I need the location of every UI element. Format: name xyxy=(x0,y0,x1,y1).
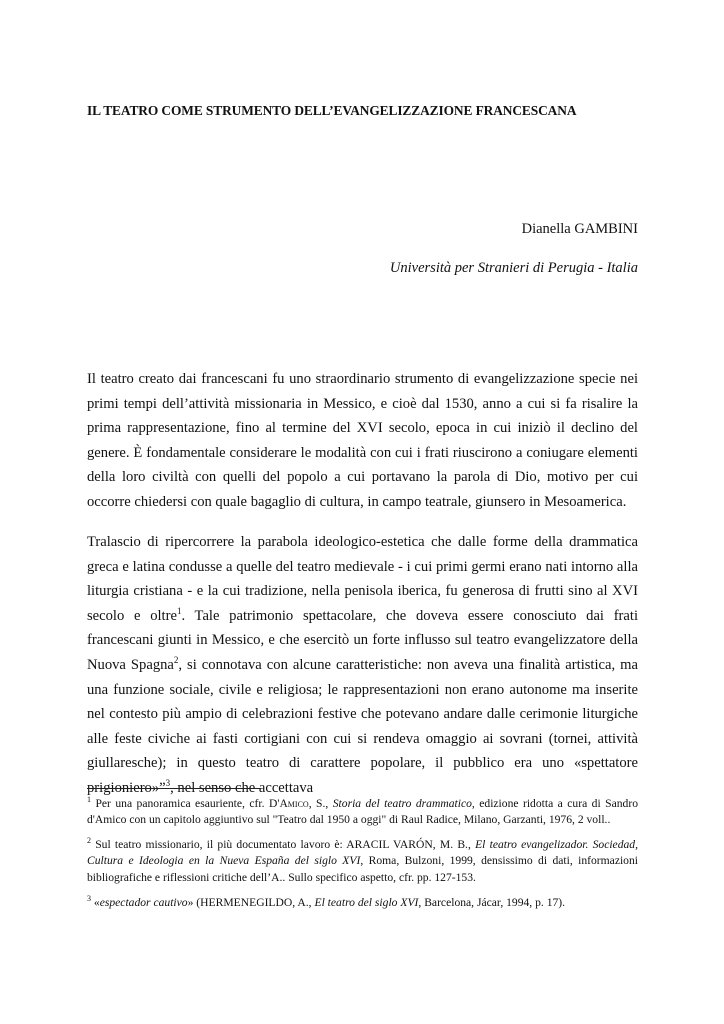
footnote-2-text-b: , Roma, Bulzoni, 1999, densissimo di dati, informazioni bibliografiche e riflessioni critiche dell’A.. Sullo specifico aspetto, cfr. pp. 127-153. xyxy=(87,854,638,884)
footnote-3-number: 3 xyxy=(87,894,91,904)
paragraph-2-text-b: . Tale patrimonio spettacolare, che doveva essere conosciuto dai frati francescani giunti in Messico, e che esercitò un forte influsso sul teatro evangelizzatore della Nuova Spagna xyxy=(87,607,638,673)
footnote-ref-1: 1 xyxy=(176,605,182,616)
footnote-1-text-c: , edizione ridotta a cura di Sandro d'Amico con un capitolo aggiuntivo sul "Teatro dal 1950 a oggi" di Raul Radice, Milano, Garzanti, 1976, 2 voll.. xyxy=(87,797,638,827)
footnote-ref-3: 3 xyxy=(165,778,171,789)
footnote-separator xyxy=(87,788,261,789)
footnote-1-text-b: , S., xyxy=(308,797,333,810)
body-paragraph-2 xyxy=(87,530,638,801)
footnote-3 xyxy=(87,895,638,911)
footnote-2 xyxy=(87,837,638,886)
footnote-3-italic-2: El teatro del siglo XVI xyxy=(314,896,419,909)
author-name: Dianella GAMBINI xyxy=(521,221,638,237)
footnote-1-smallcaps: Amico xyxy=(279,797,309,810)
paragraph-2-text-c: , si connotava con alcune caratteristiche: non aveva una finalità artistica, ma una funzione sociale, civile e religiosa; le rappresentazioni non erano autonome ma inserite nel contesto più ampio di celebrazioni festive che potevano andare dalle cerimonie liturgiche alle feste civiche ai fasti cortigiani con cui si rendeva omaggio ai sovrani (tornei, attività giullaresche); in questo teatro di carattere popolare, il pubblico era uno «spettatore prigioniero»” xyxy=(87,656,638,796)
footnote-ref-2: 2 xyxy=(173,655,179,666)
footnote-1-italic: Storia del teatro drammatico xyxy=(332,797,472,810)
footnote-3-text-c: , Barcelona, Jácar, 1994, p. 17). xyxy=(418,896,566,909)
footnote-2-text-a: Sul teatro missionario, il più documentato lavoro è: ARACIL VARÓN, M. B., xyxy=(91,838,476,851)
footnote-2-number: 2 xyxy=(87,836,91,846)
paper-title: IL TEATRO COME STRUMENTO DELL’EVANGELIZZAZIONE FRANCESCANA xyxy=(87,103,577,118)
paragraph-2-text-a: Tralascio di ripercorrere la parabola ideologico-estetica che dalle forme della drammatica greca e latina condusse a quelle del teatro medievale - i cui primi germi erano nati intorno alla liturgia cristiana - e la cui tradizione, nella penisola iberica, fu generosa di frutti sino al XVI secolo e oltre xyxy=(87,534,638,624)
footnote-2-italic: El teatro evangelizador. Sociedad, Cultura e Ideologia en la Nueva España del siglo XVI xyxy=(87,838,638,868)
footnote-1 xyxy=(87,796,638,829)
footnote-1-number: 1 xyxy=(87,795,91,805)
footnote-1-text-a: Per una panoramica esauriente, cfr. D' xyxy=(91,797,280,810)
author-affiliation: Università per Stranieri di Perugia - Italia xyxy=(389,260,638,276)
footnote-3-text-b: » (HERMENEGILDO, A., xyxy=(187,896,315,909)
paragraph-2-text-d: , nel senso che accettava xyxy=(170,779,314,796)
footnote-3-italic: espectador cautivo xyxy=(99,896,188,909)
body-paragraph-1: Il teatro creato dai francescani fu uno straordinario strumento di evangelizzazione specie nei primi tempi dell’attività missionaria in Messico, e cioè dal 1530, anno a cui si fa risalire la prima rappresentazione, fino al termine del XVI secolo, epoca in cui iniziò il declino del genere. È fondamentale considerare le modalità con cui i frati riuscirono a coniugare elementi della loro civiltà con quelli del popolo a cui portavano la parola di Dio, motivo per cui occorre chiedersi con quale bagaglio di cultura, in campo teatrale, giunsero in Mesoamerica. xyxy=(87,371,638,510)
footnote-3-text-a: « xyxy=(91,896,100,909)
